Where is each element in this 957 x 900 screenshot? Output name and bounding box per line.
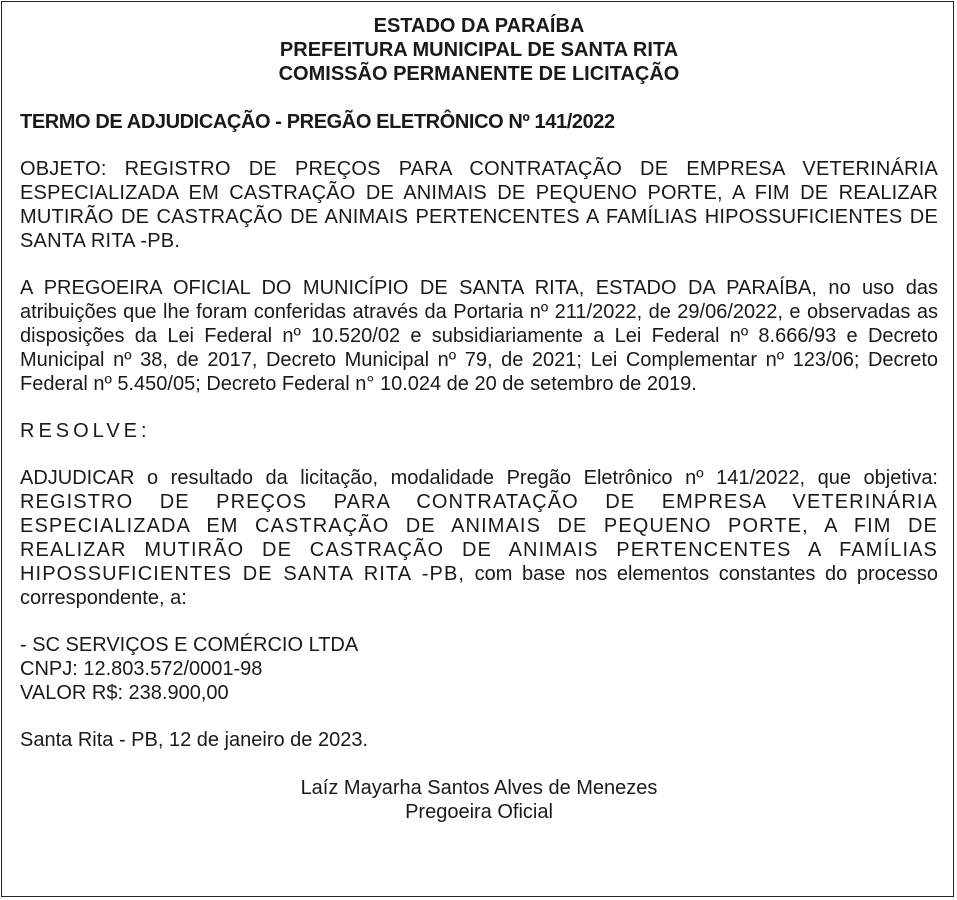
- adjudicar-intro: ADJUDICAR o resultado da licitação, modalidade Pregão Eletrônico nº 141/2022, que objetiva:: [20, 467, 938, 489]
- place-date: Santa Rita - PB, 12 de janeiro de 2023.: [20, 729, 369, 751]
- signature-block: [20, 776, 938, 824]
- adjudicar-paragraph: [20, 466, 938, 610]
- document-header: [20, 14, 938, 86]
- company-value: VALOR R$: 238.900,00: [20, 682, 229, 704]
- header-commission: COMISSÃO PERMANENTE DE LICITAÇÃO: [278, 63, 680, 85]
- resolve-heading: RESOLVE:: [20, 420, 151, 442]
- preamble-paragraph: A PREGOEIRA OFICIAL DO MUNICÍPIO DE SANTA RITA, ESTADO DA PARAÍBA, no uso das atribuições que lhe foram conferidas através da Portaria nº 211/2022, de 29/06/2022, e observadas as disposições da Lei Federal nº 10.520/02 e subsidiariamente a Lei Federal nº 8.666/93 e Decreto Municipal nº 38, de 2017, Decreto Municipal nº 79, de 2021; Lei Complementar nº 123/06; Decreto Federal nº 5.450/05; Decreto Federal n° 10.024 de 20 de setembro de 2019.: [20, 277, 938, 395]
- objeto-paragraph: OBJETO: REGISTRO DE PREÇOS PARA CONTRATAÇÃO DE EMPRESA VETERINÁRIA ESPECIALIZADA EM CASTRAÇÃO DE ANIMAIS DE PEQUENO PORTE, A FIM DE REALIZAR MUTIRÃO DE CASTRAÇÃO DE ANIMAIS PERTENCENTES A FAMÍLIAS HIPOSSUFICIENTES DE SANTA RITA -PB.: [20, 158, 938, 252]
- company-name: - SC SERVIÇOS E COMÉRCIO LTDA: [20, 634, 359, 656]
- signatory-role: Pregoeira Oficial: [405, 801, 553, 823]
- document-title: TERMO DE ADJUDICAÇÃO - PREGÃO ELETRÔNICO Nº 141/2022: [20, 111, 615, 133]
- company-cnpj: CNPJ: 12.803.572/0001-98: [20, 658, 263, 680]
- signatory-name: Laíz Mayarha Santos Alves de Menezes: [300, 777, 658, 799]
- header-prefecture: PREFEITURA MUNICIPAL DE SANTA RITA: [279, 39, 679, 61]
- header-state: ESTADO DA PARAÍBA: [373, 15, 585, 37]
- document: [20, 14, 938, 824]
- company-block: [20, 633, 938, 705]
- adjudicar-tail: com base nos elementos constantes do processo correspondente, a:: [20, 563, 938, 609]
- adjudicar-object: REGISTRO DE PREÇOS PARA CONTRATAÇÃO DE EMPRESA VETERINÁRIA ESPECIALIZADA EM CASTRAÇÃO DE ANIMAIS DE PEQUENO PORTE, A FIM DE REALIZAR MUTIRÃO DE CASTRAÇÃO DE ANIMAIS PERTENCENTES A FAMÍLIAS HIPOSSUFICIENTES DE SANTA RITA -PB,: [20, 491, 938, 585]
